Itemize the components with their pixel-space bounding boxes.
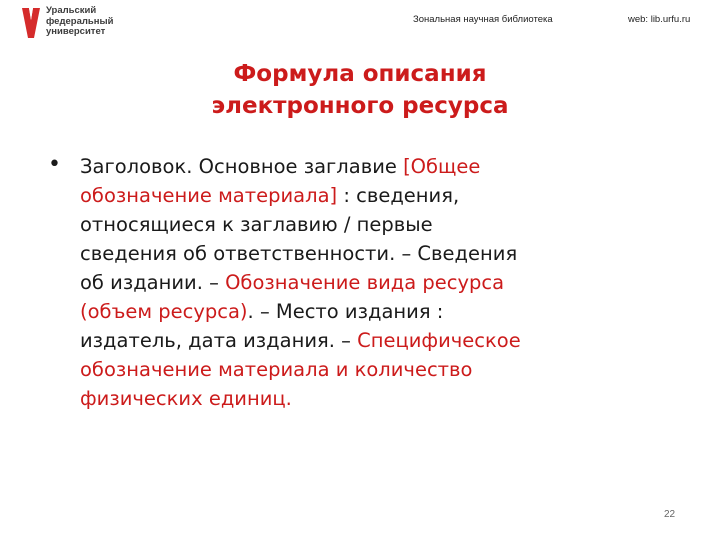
slide-title [0,58,720,122]
paragraph-line: обозначение материала и количество [80,358,473,381]
website-link[interactable]: web: lib.urfu.ru [628,14,691,25]
paragraph-line [80,297,680,326]
text-segment: . – Место издания : [247,300,444,323]
logo-line: университет [46,26,106,37]
highlight-segment: обозначение материала] [80,184,338,207]
text-segment: об издании. – [80,271,226,294]
text-segment: Заголовок. Основное заглавие [80,155,404,178]
highlight-segment: [Общее [403,155,481,178]
title-line-2: электронного ресурса [211,93,509,119]
formula-paragraph [80,152,680,413]
text-segment: издатель, дата издания. – [80,329,358,352]
logo-line: федеральный [46,15,114,27]
highlight-segment: (объем ресурса) [80,300,248,323]
library-name: Зональная научная библиотека [413,14,553,25]
bullet-marker: • [48,152,61,177]
paragraph-line: сведения об ответственности. – Сведения [80,242,518,265]
logo-text [46,6,113,38]
highlight-segment: Обозначение вида ресурса [225,271,505,294]
page-number: 22 [664,509,676,520]
paragraph-line: относящиеся к заглавию / первые [80,213,433,236]
paragraph-line: физических единиц. [80,387,292,410]
text-segment: : сведения, [337,184,460,207]
paragraph-line [80,181,680,210]
paragraph-line [80,152,680,181]
highlight-segment: Специфическое [357,329,521,352]
paragraph-line [80,326,680,355]
title-line-1: Формула описания [233,61,487,87]
paragraph-line [80,268,680,297]
logo-line: Уральский [46,5,97,16]
urfu-emblem-icon [20,6,42,40]
urfu-logo [20,6,130,42]
